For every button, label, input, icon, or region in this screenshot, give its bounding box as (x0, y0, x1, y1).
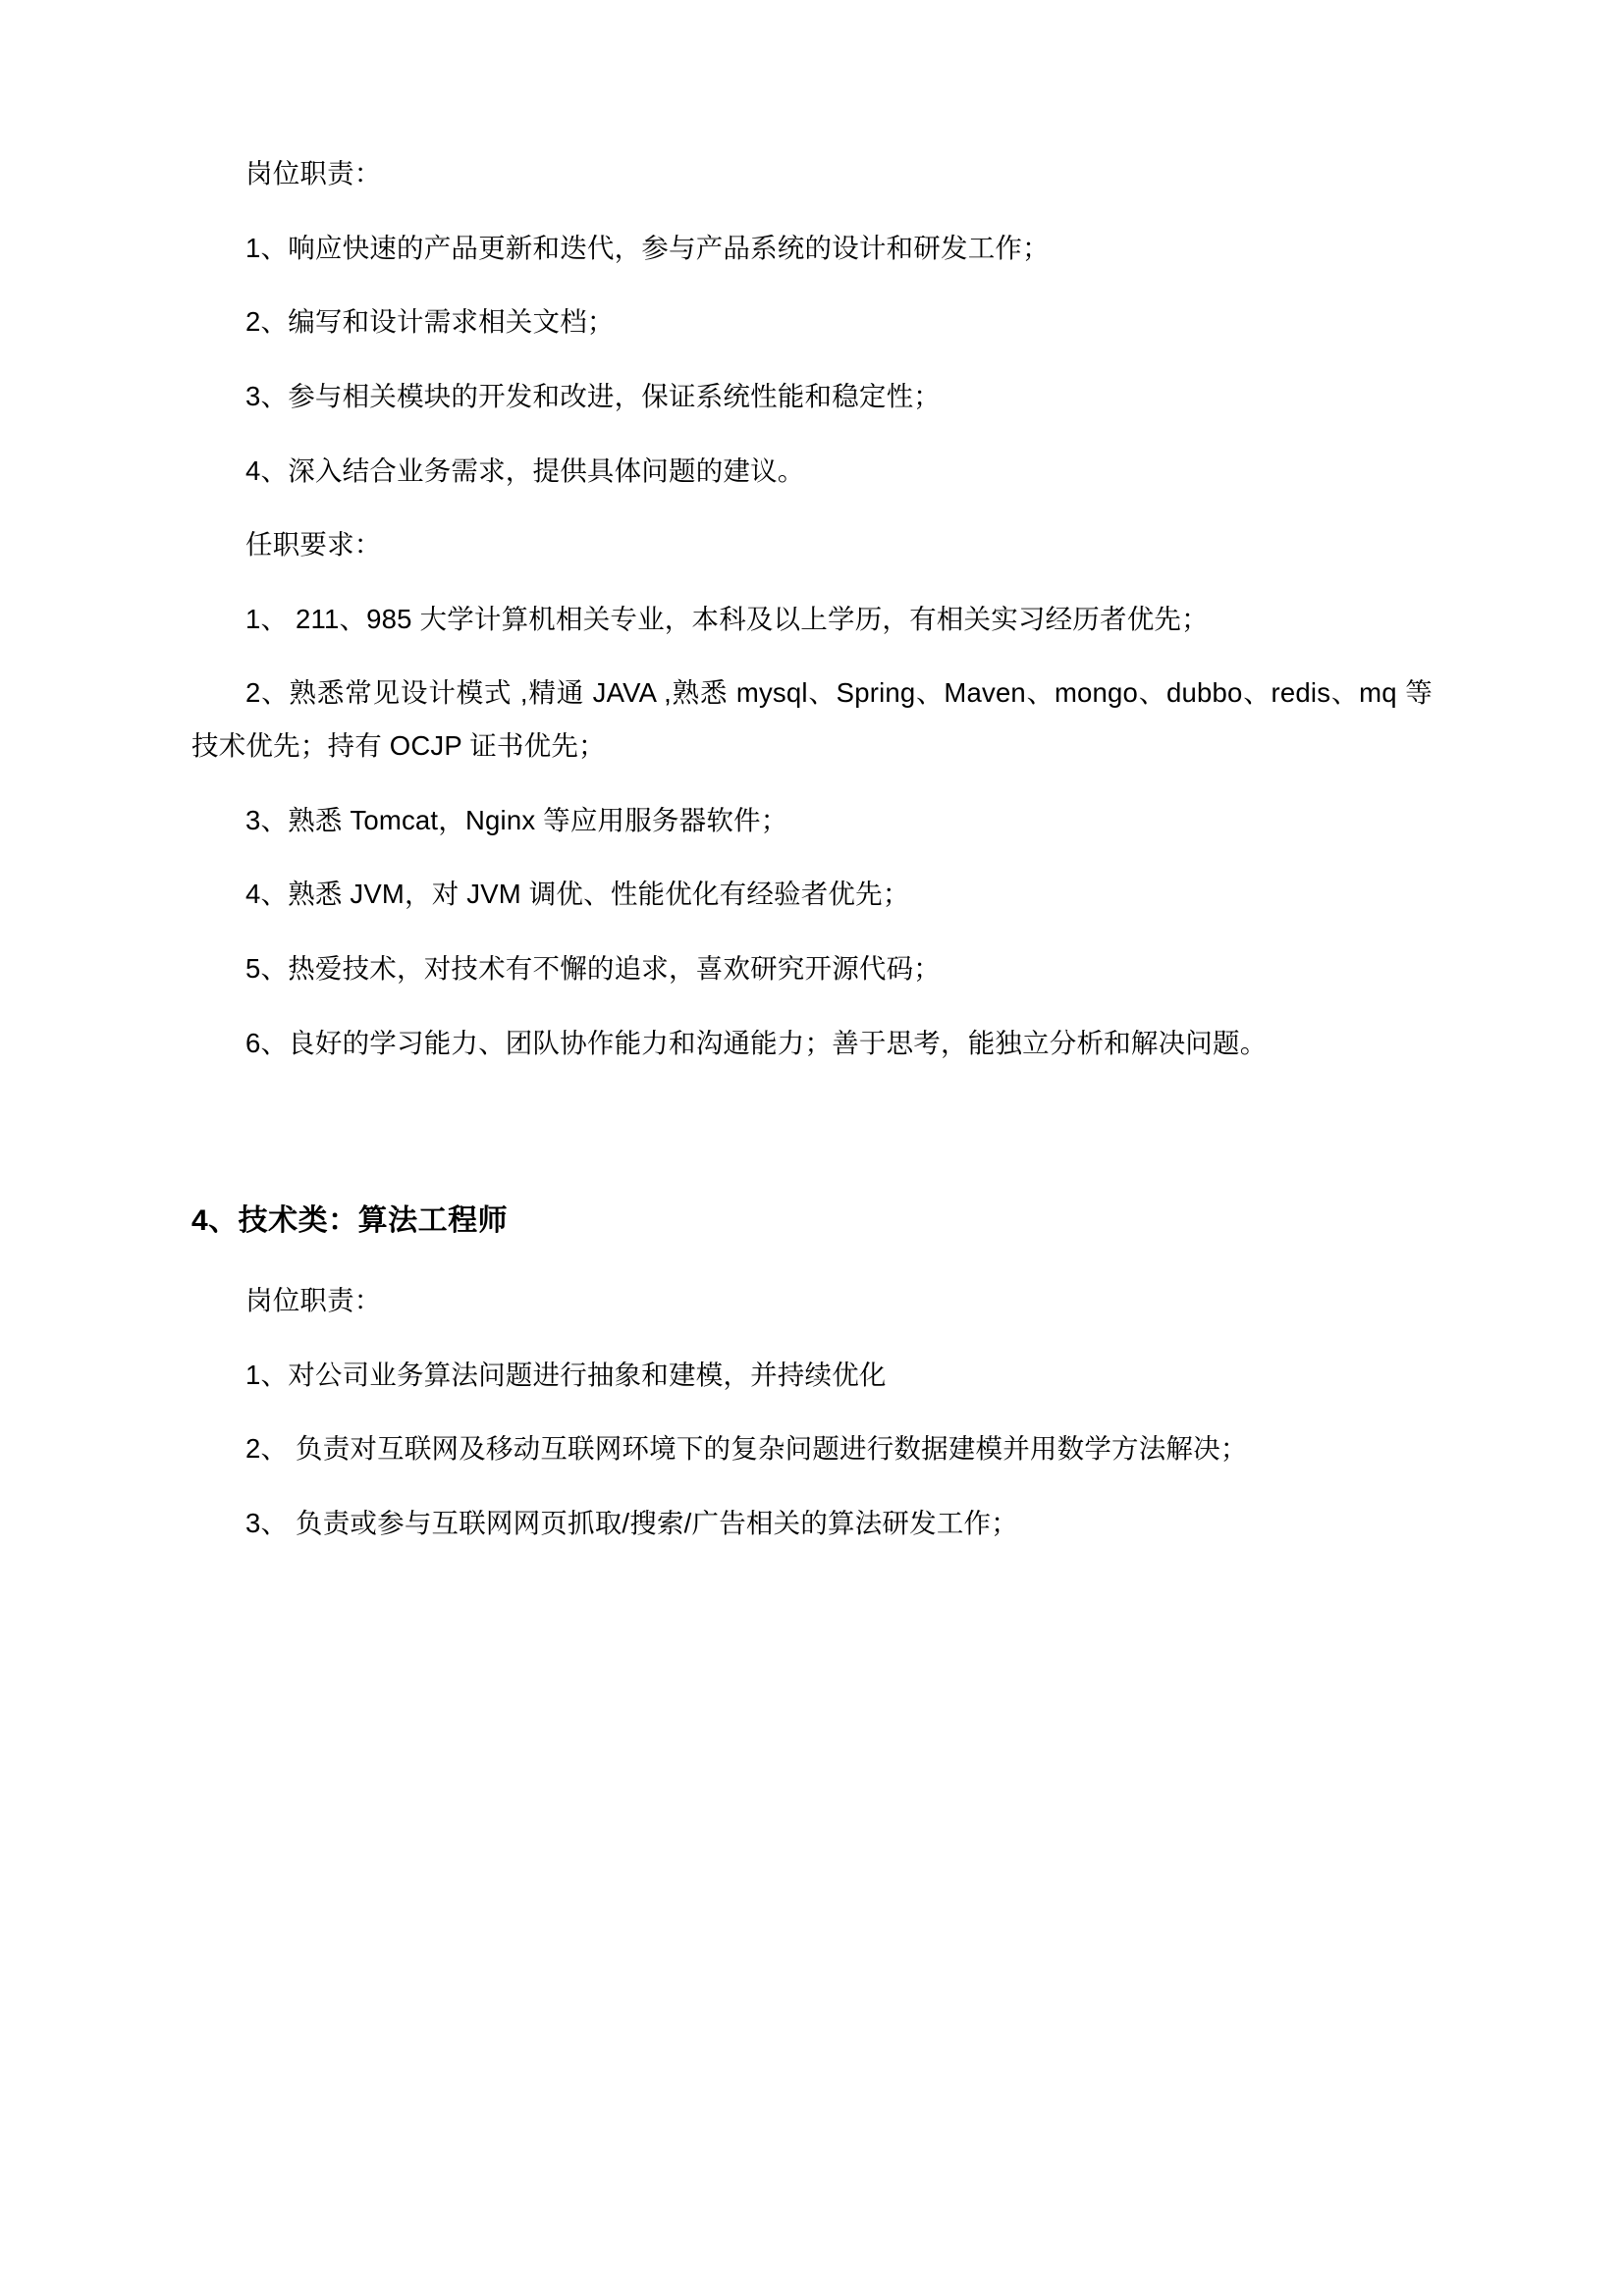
duties-2-item-1: 1、对公司业务算法问题进行抽象和建模，并持续优化 (245, 1359, 887, 1390)
requirements-1-item-3: 3、熟悉 Tomcat，Nginx 等应用服务器软件； (245, 804, 788, 835)
section-spacer (191, 1091, 1433, 1124)
document-body (191, 147, 1433, 1550)
duties-1-item-3: 3、参与相关模块的开发和改进，保证系统性能和稳定性； (245, 380, 941, 411)
requirements-1-item-1: 1、 211、985 大学计算机相关专业，本科及以上学历，有相关实习经历者优先； (245, 603, 1209, 634)
duties-2-item-3: 3、 负责或参与互联网网页抓取/搜索/广告相关的算法研发工作； (245, 1508, 1018, 1538)
duties-2-label: 岗位职责： (245, 1285, 382, 1316)
requirements-1-item-4: 4、熟悉 JVM，对 JVM 调优、性能优化有经验者优先； (245, 879, 910, 910)
duties-1-label: 岗位职责： (245, 158, 382, 188)
requirements-1-item-5: 5、热爱技术，对技术有不懈的追求，喜欢研究开源代码； (245, 952, 941, 984)
requirements-1-label: 任职要求： (245, 529, 382, 561)
duties-1-item-1: 1、响应快速的产品更新和迭代，参与产品系统的设计和研发工作； (245, 232, 1050, 263)
duties-1-item-4: 4、深入结合业务需求，提供具体问题的建议。 (245, 454, 805, 486)
duties-1-item-2: 2、编写和设计需求相关文档； (245, 306, 615, 338)
requirements-1-item-2: 2、熟悉常见设计模式 ,精通 JAVA ,熟悉 mysql、Spring、Maven、mongo、dubbo、redis、mq 等技术优先；持有 OCJP 证书优先； (191, 677, 1433, 761)
duties-2-item-2: 2、 负责对互联网及移动互联网环境下的复杂问题进行数据建模并用数学方法解决； (245, 1433, 1248, 1465)
requirements-1-item-6: 6、良好的学习能力、团队协作能力和沟通能力；善于思考，能独立分析和解决问题。 (245, 1027, 1268, 1058)
page-title: 4、技术类：算法工程师 (191, 1204, 509, 1238)
